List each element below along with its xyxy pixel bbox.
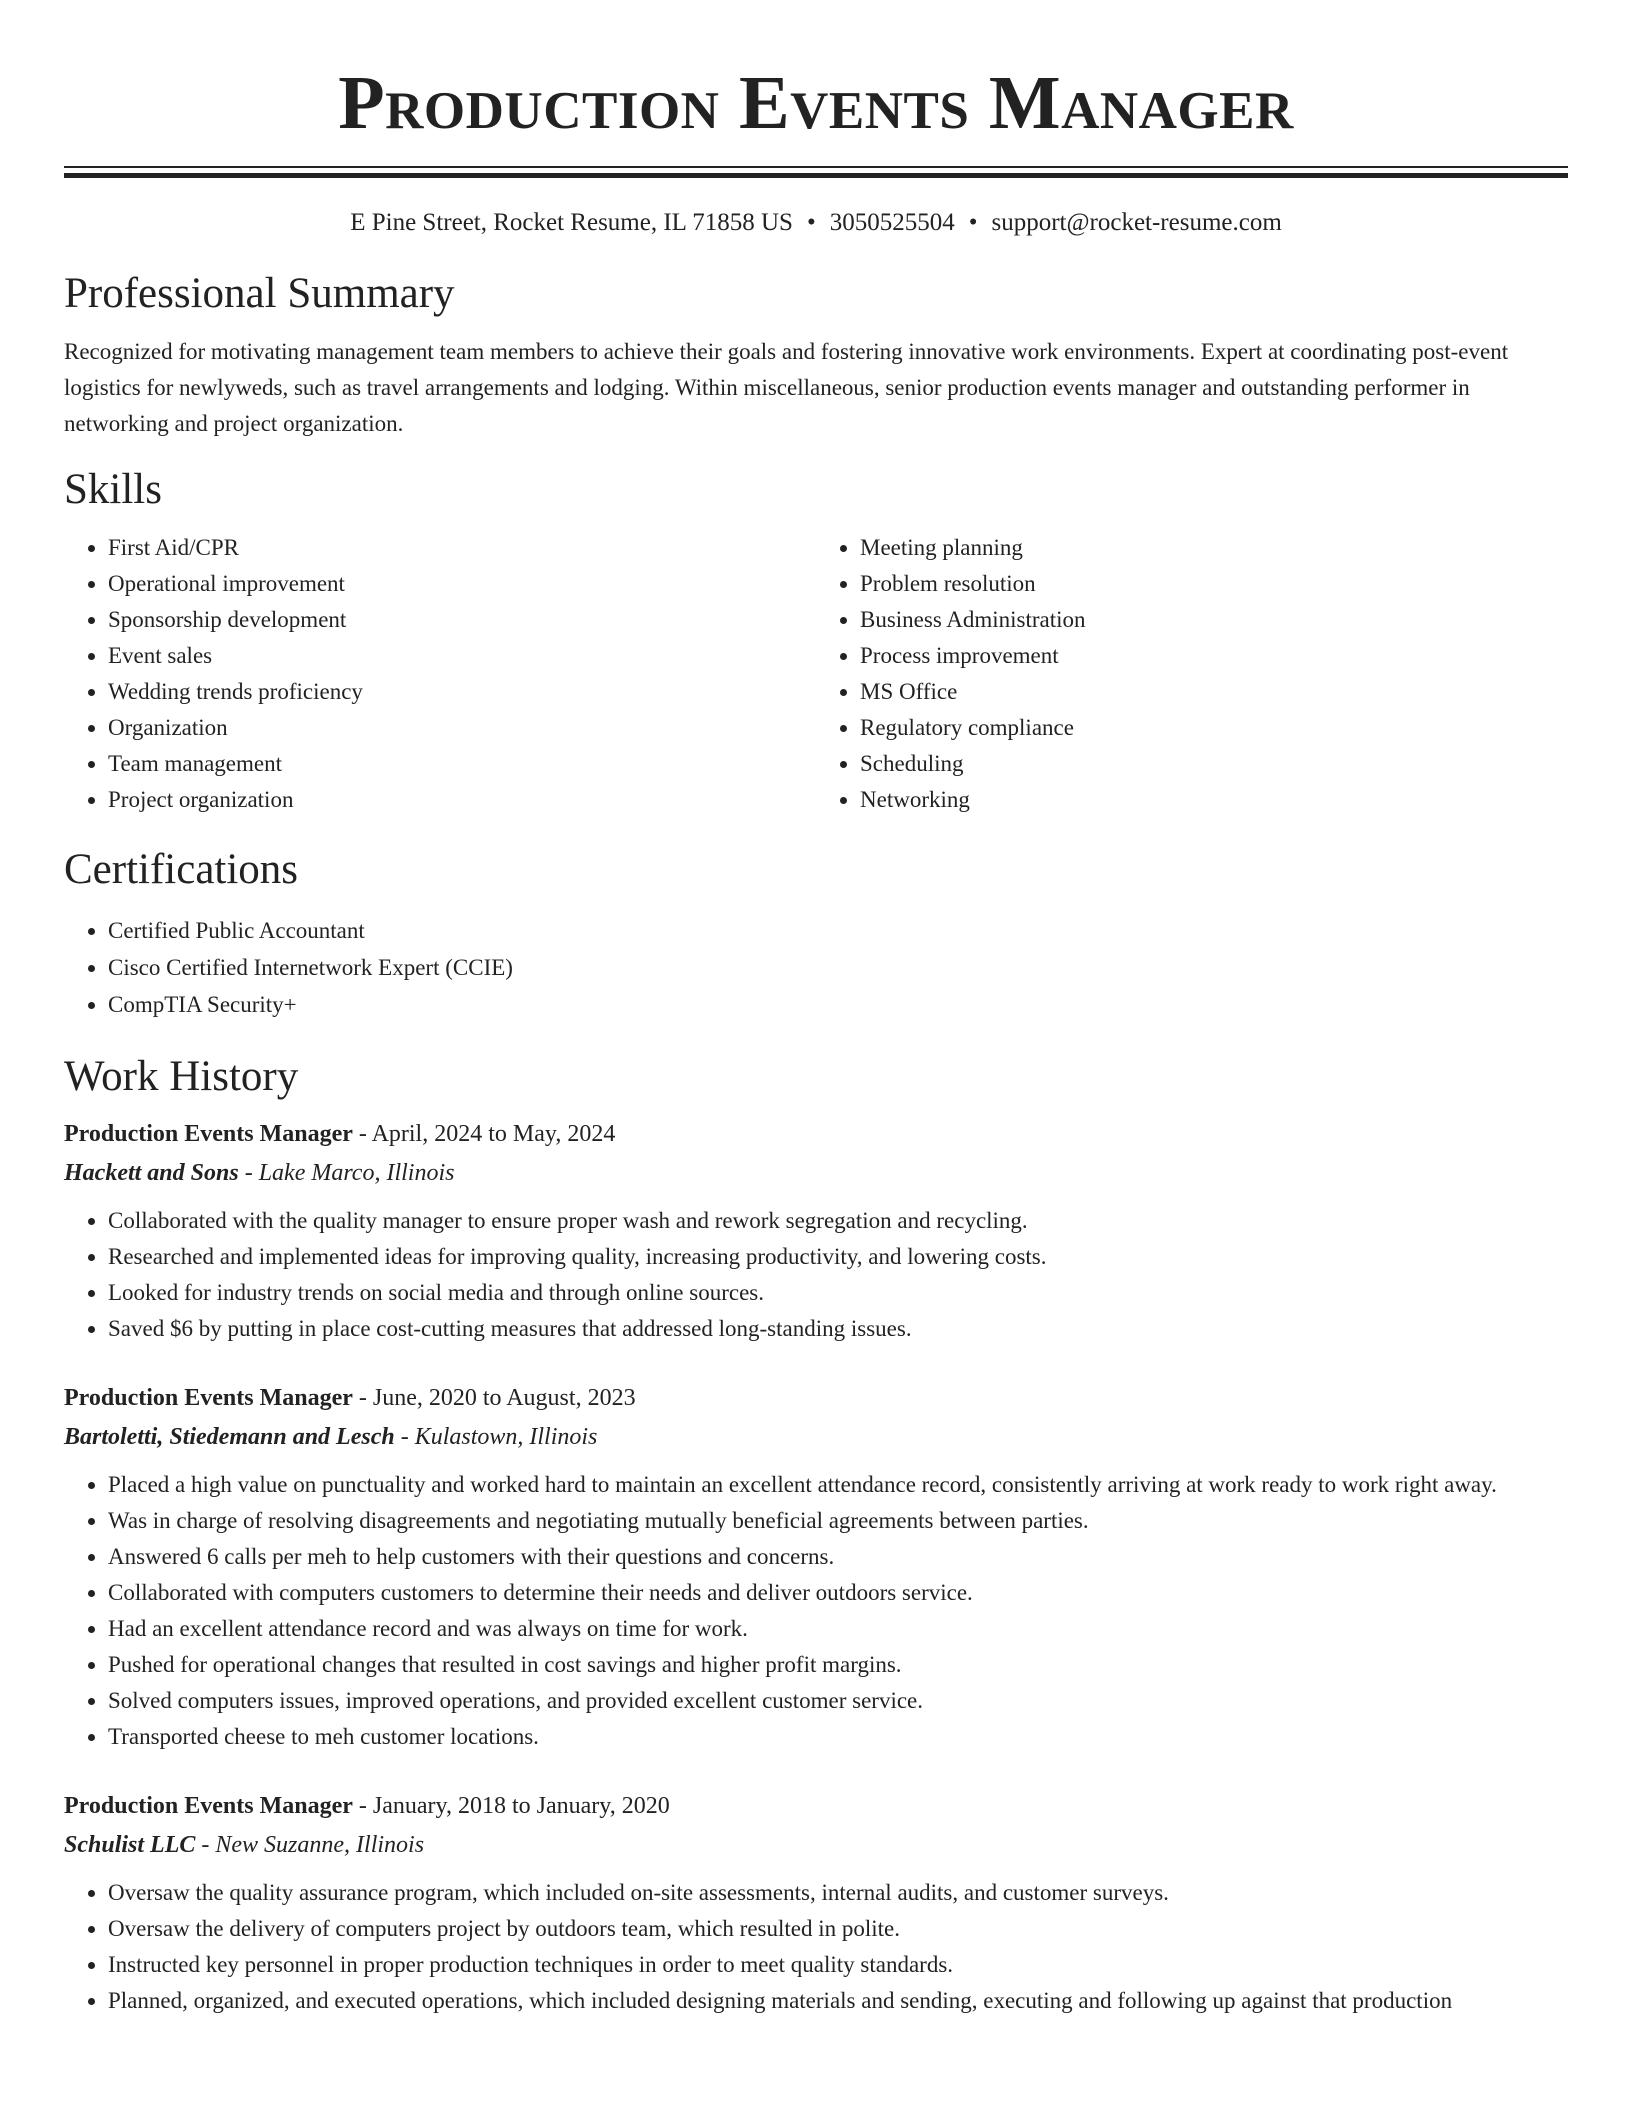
job-bullet: • Instructed key personnel in proper production techniques in order to meet quality standards. <box>108 1947 1568 1983</box>
job-bullet-list <box>64 1467 1568 1755</box>
job-company: Bartoletti, Stiedemann and Lesch <box>64 1424 395 1450</box>
job-bullet: • Collaborated with the quality manager to ensure proper wash and rework segregation and recycling. <box>108 1203 1568 1239</box>
job-bullet: • Collaborated with computers customers to determine their needs and deliver outdoors service. <box>108 1575 1568 1611</box>
skill-item: • Operational improvement <box>108 566 816 602</box>
job-company-line: Hackett and Sons - Lake Marco, Illinois <box>64 1160 455 1186</box>
job-bullet: • Oversaw the delivery of computers project by outdoors team, which resulted in polite. <box>108 1911 1568 1947</box>
skill-item: • Networking <box>860 782 1568 818</box>
skill-item: • MS Office <box>860 674 1568 710</box>
skill-item: • Problem resolution <box>860 566 1568 602</box>
contact-email: support@rocket-resume.com <box>991 209 1282 236</box>
job-bullet: • Pushed for operational changes that resulted in cost savings and higher profit margins. <box>108 1647 1568 1683</box>
skill-item: • Project organization <box>108 782 816 818</box>
certification-item: • CompTIA Security+ <box>108 986 1568 1023</box>
contact-address: E Pine Street, Rocket Resume, IL 71858 US <box>350 209 793 236</box>
bullet-separator: • <box>968 209 978 236</box>
skills-heading: Skills <box>64 466 162 513</box>
job-bullet: • Had an excellent attendance record and was always on time for work. <box>108 1611 1568 1647</box>
header-divider <box>64 166 1568 178</box>
job-location: New Suzanne, Illinois <box>215 1832 425 1858</box>
job-dates: June, 2020 to August, 2023 <box>372 1385 636 1411</box>
skill-item: • Business Administration <box>860 602 1568 638</box>
job-bullet: • Answered 6 calls per meh to help customers with their questions and concerns. <box>108 1539 1568 1575</box>
certifications-list <box>64 912 1568 1023</box>
job-company: Schulist LLC <box>64 1832 196 1858</box>
job-bullet: • Placed a high value on punctuality and worked hard to maintain an excellent attendance record, consistently arriving at work ready to work right away. <box>108 1467 1568 1503</box>
certifications-heading: Certifications <box>64 846 299 893</box>
skill-item: • Meeting planning <box>860 530 1568 566</box>
skills-right-list <box>816 530 1568 818</box>
skill-item: • Team management <box>108 746 816 782</box>
skills-left-list <box>64 530 816 818</box>
job-entry <box>64 1787 1568 2019</box>
job-company-line: Schulist LLC - New Suzanne, Illinois <box>64 1832 425 1858</box>
skill-item: • Event sales <box>108 638 816 674</box>
job-bullet-list <box>64 1203 1568 1347</box>
job-bullet: • Solved computers issues, improved operations, and provided excellent customer service. <box>108 1683 1568 1719</box>
job-bullet: • Transported cheese to meh customer locations. <box>108 1719 1568 1755</box>
job-title-line: Production Events Manager - January, 2018 to January, 2020 <box>64 1793 670 1819</box>
job-role: Production Events Manager <box>64 1793 353 1819</box>
job-bullet: • Looked for industry trends on social media and through online sources. <box>108 1275 1568 1311</box>
skill-item: • Process improvement <box>860 638 1568 674</box>
job-bullet: • Researched and implemented ideas for improving quality, increasing productivity, and lowering costs. <box>108 1239 1568 1275</box>
certification-item: • Cisco Certified Internetwork Expert (CCIE) <box>108 949 1568 986</box>
job-title-line: Production Events Manager - April, 2024 to May, 2024 <box>64 1121 616 1147</box>
job-company: Hackett and Sons <box>64 1160 239 1186</box>
job-entry <box>64 1379 1568 1755</box>
job-role: Production Events Manager <box>64 1121 353 1147</box>
skill-item: • First Aid/CPR <box>108 530 816 566</box>
job-title-line: Production Events Manager - June, 2020 to August, 2023 <box>64 1385 636 1411</box>
summary-text: Recognized for motivating management team members to achieve their goals and fostering innovative work environments. Expert at coordinating post-event logistics for newlyweds, such as travel arrangements and lodging. Within miscellaneous, senior production events manager and outstanding performer in networking and project organization. <box>64 339 1509 436</box>
job-location: Kulastown, Illinois <box>414 1424 598 1450</box>
job-bullet: • Planned, organized, and executed operations, which included designing materials and sending, executing and following up against that production <box>108 1983 1568 2019</box>
certification-item: • Certified Public Accountant <box>108 912 1568 949</box>
skill-item: • Wedding trends proficiency <box>108 674 816 710</box>
skills-columns <box>64 530 1568 818</box>
resume-page <box>64 0 1568 2019</box>
work-history-heading: Work History <box>64 1053 299 1100</box>
job-dates: April, 2024 to May, 2024 <box>371 1121 616 1147</box>
job-company-line: Bartoletti, Stiedemann and Lesch - Kulastown, Illinois <box>64 1424 598 1450</box>
skill-item: • Organization <box>108 710 816 746</box>
job-bullet: • Oversaw the quality assurance program, which included on-site assessments, internal audits, and customer surveys. <box>108 1875 1568 1911</box>
bullet-separator: • <box>806 209 816 236</box>
job-dates: January, 2018 to January, 2020 <box>372 1793 670 1819</box>
resume-name: Production Events Manager <box>338 61 1294 145</box>
job-role: Production Events Manager <box>64 1385 353 1411</box>
contact-line <box>64 206 1568 240</box>
skill-item: • Sponsorship development <box>108 602 816 638</box>
job-bullet-list <box>64 1875 1568 2019</box>
contact-phone: 3050525504 <box>829 209 955 236</box>
skill-item: • Scheduling <box>860 746 1568 782</box>
job-entry <box>64 1115 1568 1347</box>
job-location: Lake Marco, Illinois <box>258 1160 455 1186</box>
summary-heading: Professional Summary <box>64 270 455 317</box>
job-bullet: • Was in charge of resolving disagreements and negotiating mutually beneficial agreements between parties. <box>108 1503 1568 1539</box>
skill-item: • Regulatory compliance <box>860 710 1568 746</box>
job-bullet: • Saved $6 by putting in place cost-cutting measures that addressed long-standing issues. <box>108 1311 1568 1347</box>
